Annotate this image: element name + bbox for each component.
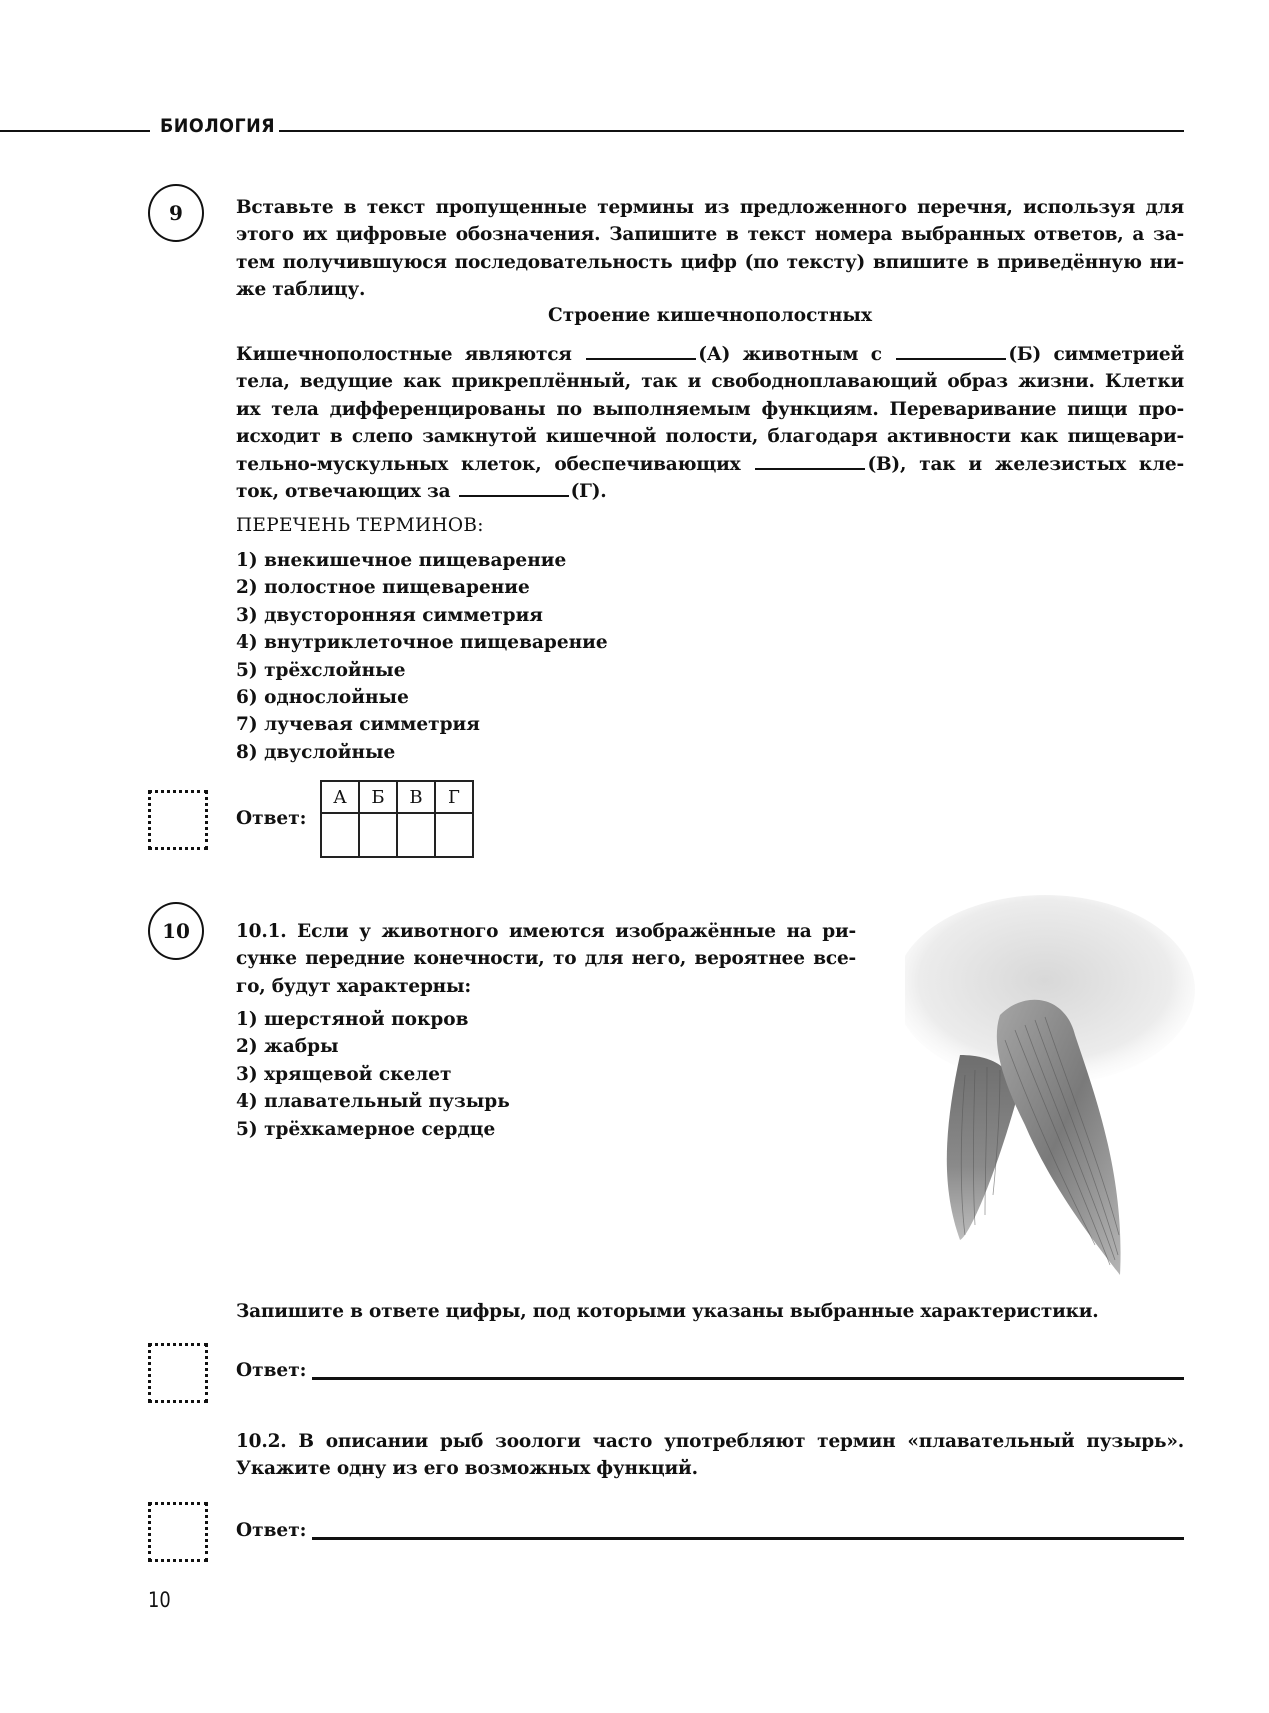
term-item: 6) однослойные (236, 687, 409, 709)
terms-list-title: ПЕРЕЧЕНЬ ТЕРМИНОВ: (236, 515, 484, 536)
write-digits-instruction (236, 1298, 1184, 1325)
fish-fins-image (905, 895, 1195, 1285)
header-rule-left (0, 130, 150, 132)
passage-fragment: тельно-мускульных клеток, обеспечивающих (236, 453, 741, 475)
option-item: 5) трёхкамерное сердце (236, 1118, 496, 1140)
instruction-line: этого их цифровые обозначения. Запишите в текст номера выбранных ответов, а за- (236, 224, 1184, 246)
answer-cell-g[interactable] (435, 813, 473, 857)
answer-label: Ответ: (236, 808, 307, 829)
passage-line: тела, ведущие как прикреплённый, так и свободноплавающий образ жизни. Клетки (236, 371, 1184, 393)
blank-v[interactable] (755, 452, 865, 470)
question-number: 9 (169, 201, 183, 225)
passage-fragment: (А) животным с (698, 344, 882, 365)
score-box-q9 (148, 790, 208, 850)
blank-g[interactable] (459, 479, 569, 497)
table-header-g: Г (435, 781, 473, 813)
term-item: 7) лучевая симметрия (236, 714, 480, 736)
instruction-line: тем получившуюся последовательность цифр (по тексту) впишите в приведённую ни- (236, 251, 1184, 273)
passage-fragment: ток, отвечающих за (236, 481, 451, 503)
term-item: 3) двусторонняя симметрия (236, 604, 543, 626)
question-9-instruction (236, 194, 1184, 304)
passage-fragment: (Б) симметрией (1008, 344, 1185, 365)
term-item: 5) трёхслойные (236, 659, 406, 681)
blank-b[interactable] (896, 342, 1006, 360)
term-item: 8) двуслойные (236, 741, 396, 763)
passage-line (236, 478, 1184, 505)
question-line: го, будут характерны: (236, 975, 471, 997)
answer-10-2-input[interactable] (312, 1537, 1184, 1540)
score-box-q10-2 (148, 1502, 208, 1562)
instruction-fragment: , под которыми указаны выбранные характеристики. (520, 1301, 1099, 1322)
passage-line: их тела дифференцированы по выполняемым функциям. Переваривание пищи про- (236, 398, 1184, 420)
passage-line: исходит в слепо замкнутой кишечной полости, благодаря активности как пищевари- (236, 426, 1184, 448)
instruction-line: Вставьте в текст пропущенные термины из предложенного перечня, используя для (236, 197, 1184, 218)
question-number: 10 (162, 919, 190, 943)
terms-list (236, 547, 608, 766)
answer-label: Ответ: (236, 1360, 307, 1381)
passage-line (236, 341, 1184, 368)
option-item: 1) шерстяной покров (236, 1009, 469, 1030)
answer-label: Ответ: (236, 1520, 307, 1541)
term-item: 2) полостное пищеварение (236, 577, 530, 599)
answer-10-1-input[interactable] (312, 1377, 1184, 1380)
instruction-line (236, 1298, 1184, 1325)
instruction-emphasis: цифры (445, 1301, 521, 1322)
question-line: 10.2. В описании рыб зоологи часто употребляют термин «плавательный пузырь». (236, 1431, 1184, 1452)
answer-cell-a[interactable] (321, 813, 359, 857)
passage-fragment: (В), так и железистых кле- (867, 453, 1184, 475)
subject-title: БИОЛОГИЯ (160, 115, 276, 137)
question-10-1-text (236, 918, 856, 1000)
question-9-number-circle (148, 184, 204, 242)
passage-text (236, 341, 1184, 505)
instruction-line: же таблицу. (236, 279, 366, 301)
page-number: 10 (148, 1588, 171, 1612)
blank-a[interactable] (586, 342, 696, 360)
question-line: сунке передние конечности, то для него, вероятнее все- (236, 948, 856, 970)
answer-table (320, 780, 474, 858)
question-10-2-text (236, 1428, 1184, 1483)
table-header-b: Б (359, 781, 397, 813)
table-header-a: А (321, 781, 359, 813)
passage-title: Строение кишечнополостных (548, 305, 872, 326)
term-item: 4) внутриклеточное пищеварение (236, 632, 608, 654)
passage-line (236, 451, 1184, 478)
question-line: 10.1. Если у животного имеются изображённые на ри- (236, 921, 856, 942)
answer-cell-b[interactable] (359, 813, 397, 857)
header-rule-right (279, 130, 1184, 132)
score-box-q10-1 (148, 1343, 208, 1403)
answer-cell-v[interactable] (397, 813, 435, 857)
term-item: 1) внекишечное пищеварение (236, 550, 567, 571)
option-item: 4) плавательный пузырь (236, 1091, 510, 1113)
passage-fragment: (Г). (570, 481, 607, 503)
options-list (236, 1006, 510, 1143)
question-10-number-circle (148, 902, 204, 960)
question-line: Укажите одну из его возможных функций. (236, 1458, 698, 1480)
instruction-fragment: Запишите в ответе (236, 1301, 446, 1322)
option-item: 3) хрящевой скелет (236, 1063, 452, 1085)
table-header-v: В (397, 781, 435, 813)
option-item: 2) жабры (236, 1036, 339, 1058)
passage-fragment: Кишечнополостные являются (236, 344, 572, 365)
